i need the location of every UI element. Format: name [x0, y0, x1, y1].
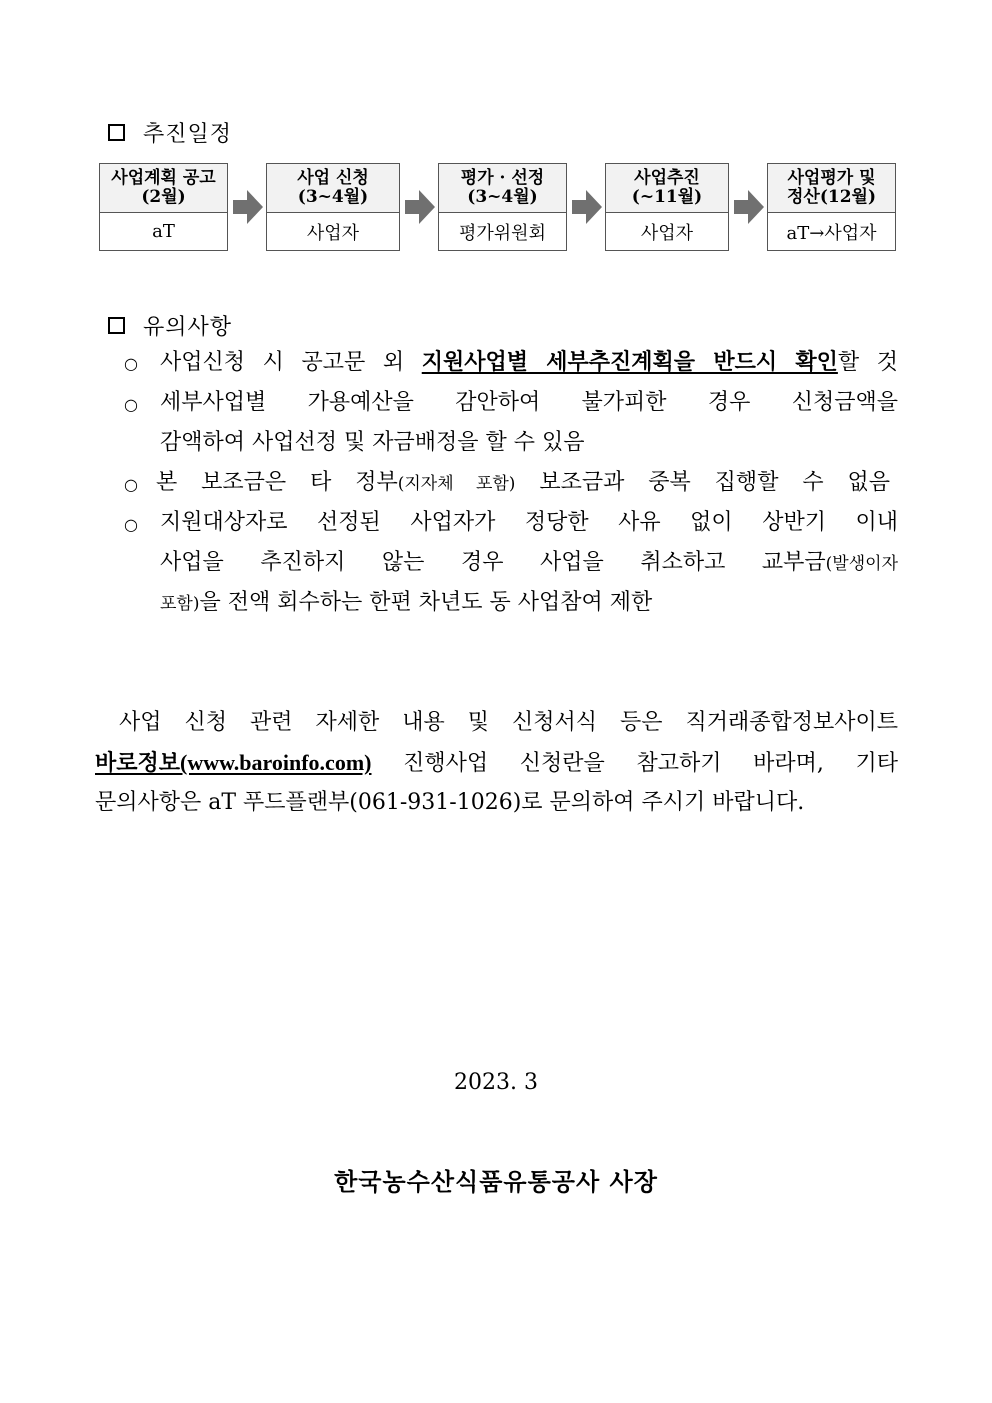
note-text [160, 350, 898, 375]
right-arrow-icon [572, 190, 602, 224]
note-text-small: (발생이자 [825, 554, 898, 574]
step-title [439, 164, 566, 213]
baroinfo-link[interactable]: 바로정보(www.baroinfo.com) [95, 750, 372, 775]
step-title-line1: 사업추진 [634, 168, 700, 188]
bullet-circle-icon: ○ [124, 515, 138, 534]
schedule-step-4 [605, 163, 729, 251]
schedule-step-2 [266, 163, 400, 251]
note-text-plain: 사업을 추진하지 않는 경우 사업을 취소하고 교부금 [160, 550, 826, 575]
step-title-line1: 사업 신청 [297, 168, 369, 188]
note-text-line2: 감액하여 사업선정 및 자금배정을 할 수 있음 [160, 430, 585, 455]
bullet-circle-icon: ○ [124, 475, 138, 494]
note-text-small: 포함) [160, 594, 200, 614]
document-date: 2023. 3 [454, 1070, 538, 1095]
notes-heading [108, 310, 232, 341]
contact-text: 문의사항은 aT 푸드플랜부(061-931-1026)로 문의하여 주시기 바랍니다. [95, 790, 805, 815]
step-title-line1: 사업평가 및 [787, 168, 876, 188]
contact-text [95, 751, 898, 776]
step-title [768, 164, 895, 213]
step-title-line1: 평가 · 선정 [460, 168, 545, 188]
contact-text-plain: 진행사업 신청란을 참고하기 바라며, 기타 [371, 751, 898, 776]
note-text-line1: 지원대상자로 선정된 사업자가 정당한 사유 없이 상반기 이내 [160, 510, 898, 535]
note-text-small: (지자체 포함) [397, 474, 516, 494]
step-title-line2: (3~4월) [467, 187, 538, 207]
schedule-step-1 [99, 163, 228, 251]
contact-line1 [95, 711, 898, 735]
bullet-circle-icon: ○ [124, 354, 138, 373]
note-text-plain: 할 것 [837, 350, 898, 375]
schedule-step-5 [767, 163, 896, 251]
step-title [267, 164, 399, 213]
contact-line2 [95, 751, 898, 776]
note-text-plain: 보조금과 중복 집행할 수 없음 [515, 470, 891, 495]
step-title [606, 164, 728, 213]
right-arrow-icon [405, 190, 435, 224]
note-text-line3 [160, 591, 898, 616]
step-title-line2: 정산(12월) [786, 187, 876, 207]
note-text-plain: 을 전액 회수하는 한편 차년도 동 사업참여 제한 [199, 590, 653, 615]
note-text [156, 471, 890, 496]
note-text-line1: 세부사업별 가용예산을 감안하여 불가피한 경우 신청금액을 [160, 390, 898, 415]
step-title-line2: (~11월) [631, 187, 703, 207]
note-text-plain: 본 보조금은 타 정부 [156, 470, 398, 495]
schedule-heading [108, 117, 232, 148]
right-arrow-icon [734, 190, 764, 224]
checkbox-square-icon [108, 317, 125, 334]
step-title-line1: 사업계획 공고 [111, 168, 216, 188]
step-title-line2: (3~4월) [297, 187, 369, 207]
step-title-line2: (2월) [141, 187, 186, 207]
notes-heading-text: 유의사항 [143, 315, 233, 340]
note-text-emphasis: 지원사업별 세부추진계획을 반드시 확인 [421, 349, 838, 375]
step-actor: aT [152, 221, 175, 242]
note-text-plain: 사업신청 시 공고문 외 [160, 350, 422, 375]
schedule-heading-text: 추진일정 [143, 122, 233, 147]
step-actor: 평가위원회 [459, 222, 546, 244]
step-actor: 사업자 [640, 222, 694, 244]
issuer-signature: 한국농수산식품유통공사 사장 [334, 1167, 658, 1196]
contact-text: 사업 신청 관련 자세한 내용 및 신청서식 등은 직거래종합정보사이트 [119, 710, 898, 735]
note-text-line2 [160, 551, 898, 576]
checkbox-square-icon [108, 124, 125, 141]
bullet-circle-icon: ○ [124, 395, 138, 414]
step-title [100, 164, 227, 213]
schedule-step-3 [438, 163, 567, 251]
step-actor: aT→사업자 [786, 222, 877, 244]
contact-line3 [95, 791, 898, 815]
right-arrow-icon [233, 190, 263, 224]
step-actor: 사업자 [306, 222, 360, 244]
